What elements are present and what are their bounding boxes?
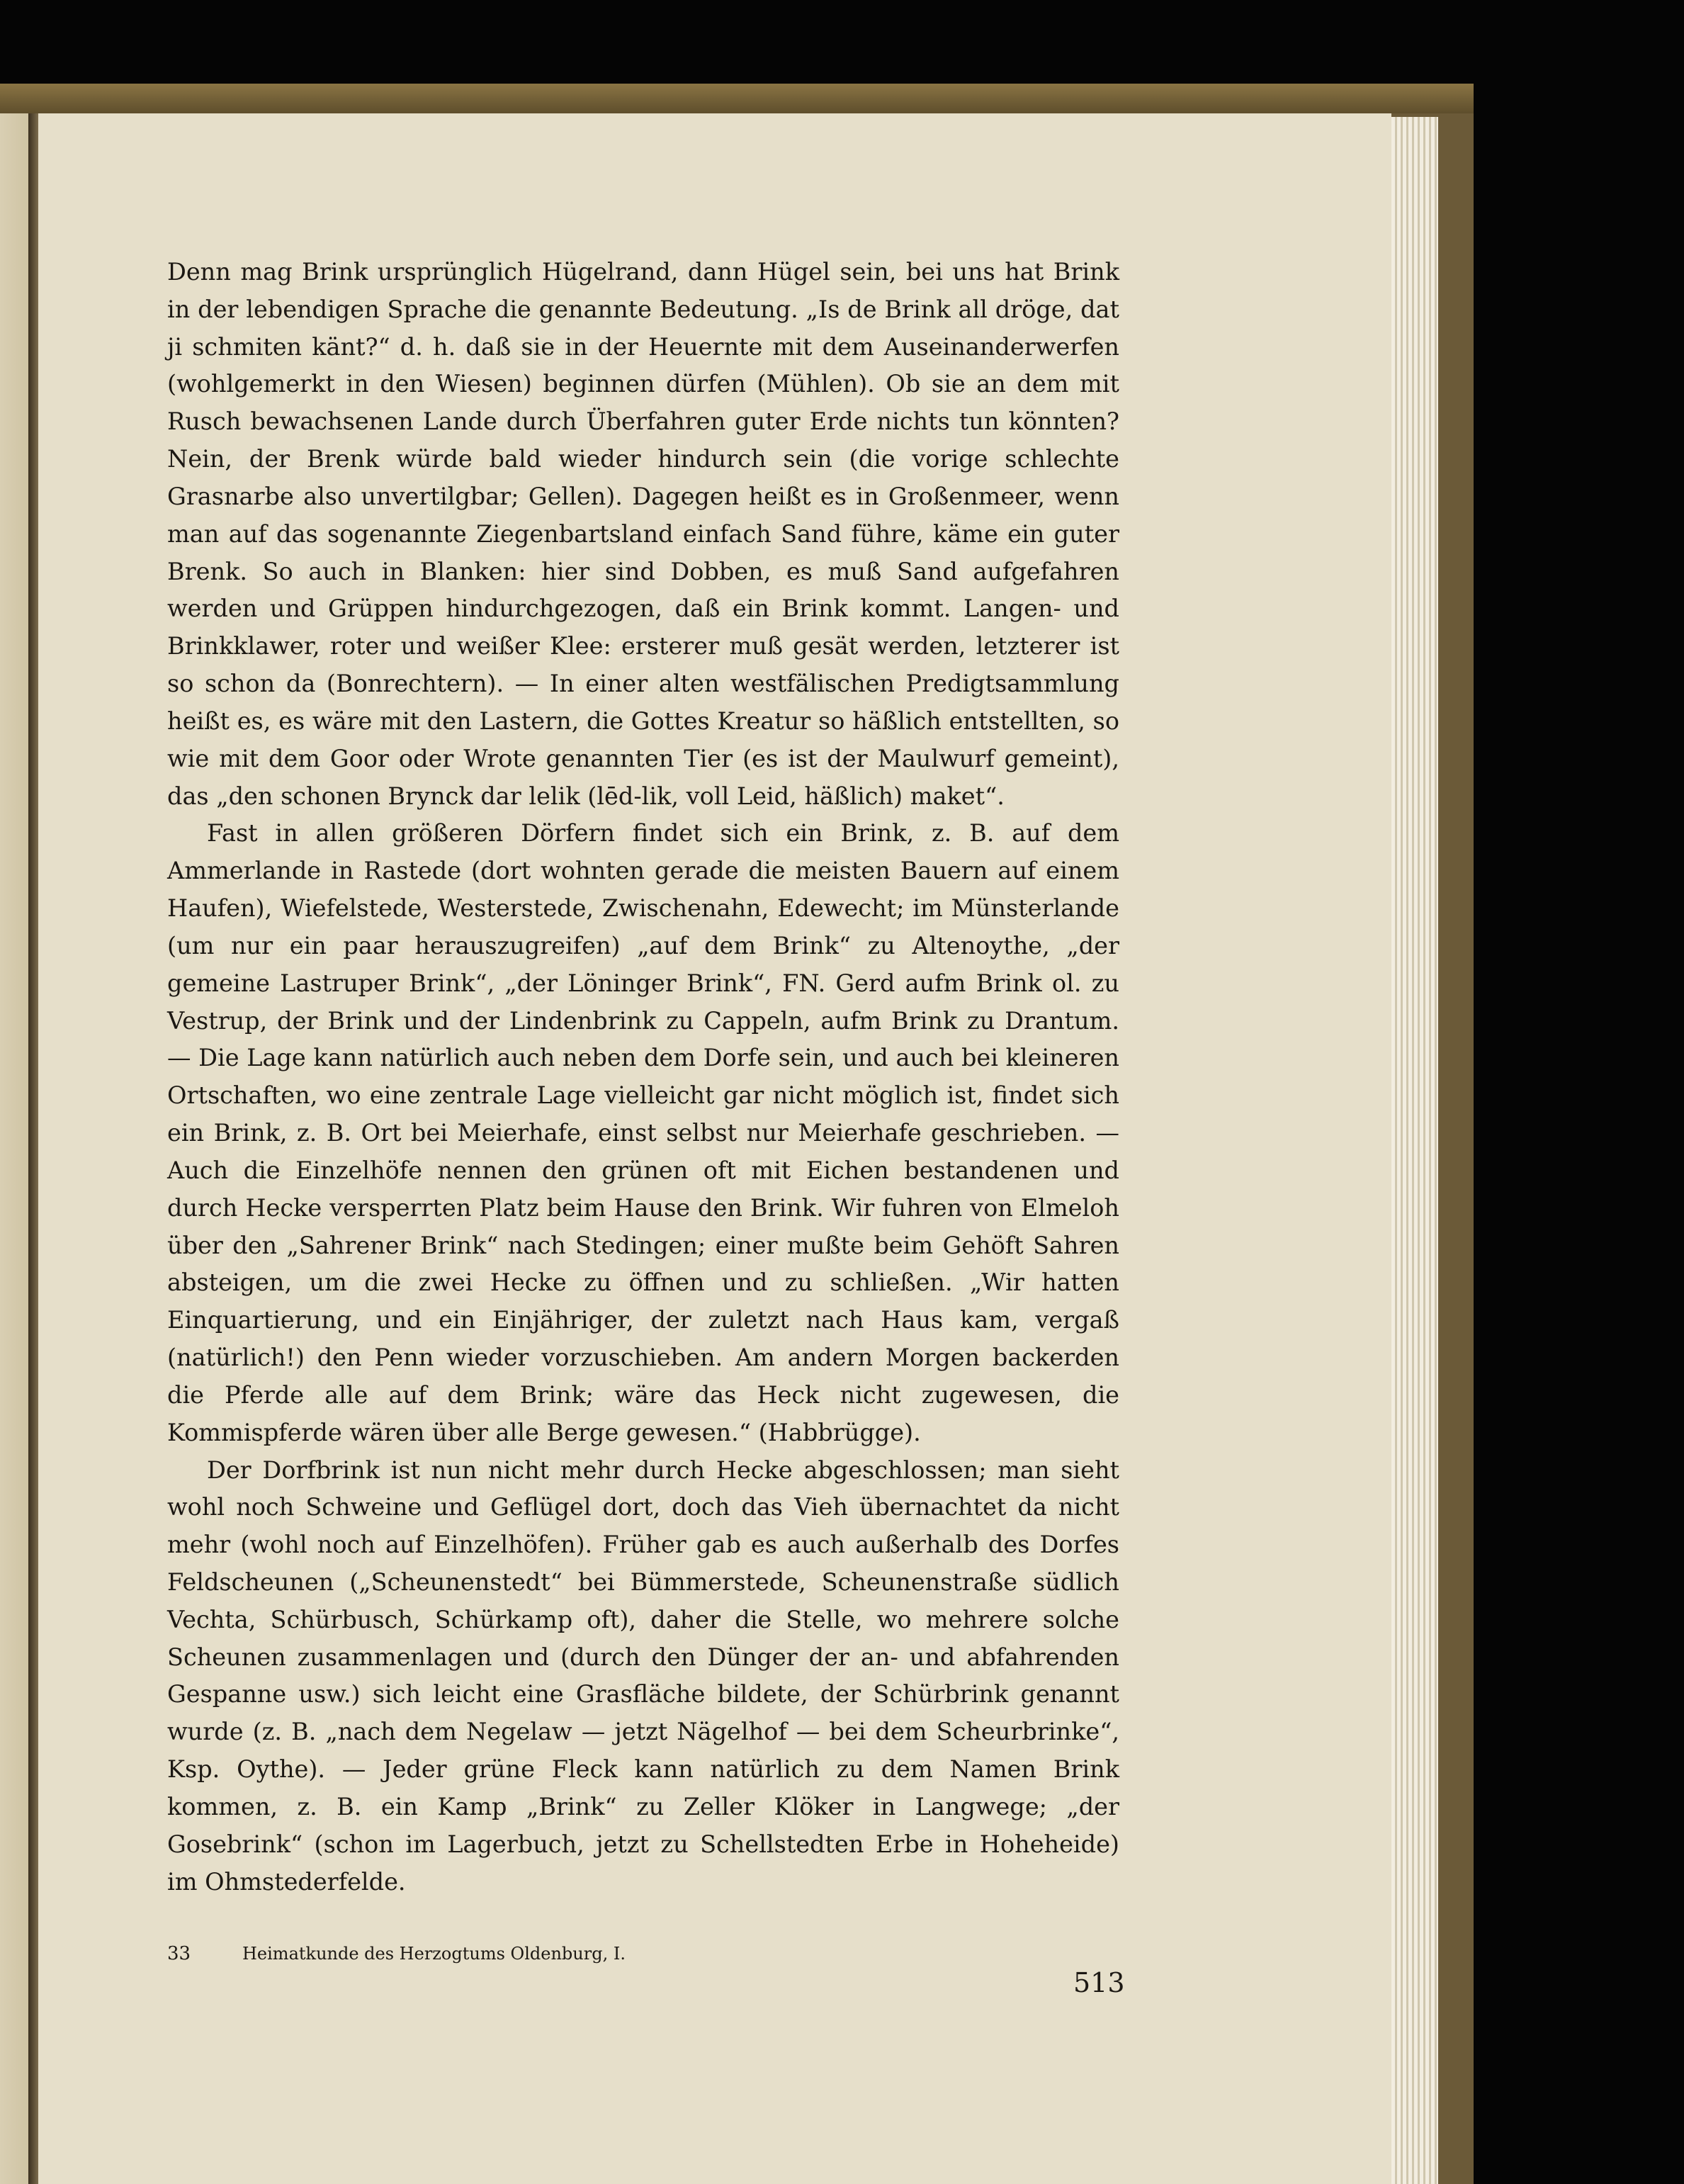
left-page-edge bbox=[0, 113, 28, 2184]
paragraph-3: Der Dorfbrink ist nun nicht mehr durch Hecke abgeschlossen; man sieht wohl noch Schweine und Geflügel dort, doch das Vieh übernachtet da nicht mehr (wohl noch auf Einzelhöfen). Früher gab es auch außerhalb des Dorfes Feldscheunen („Scheunenstedt“ bei Bümmerstede, Scheunenstraße südlich Vechta, Schürbusch, Schürkamp oft), daher die Stelle, wo mehrere solche Scheunen zusammenlagen und (durch den Dünger der an- und abfahrenden Gespanne usw.) sich leicht eine Grasfläche bildete, der Schürbrink genannt wurde (z. B. „nach dem Negelaw — jetzt Nägelhof — bei dem Scheurbrinke“, Ksp. Oythe). — Jeder grüne Fleck kann natürlich zu dem Namen Brink kommen, z. B. ein Kamp „Brink“ zu Zeller Klöker in Langwege; „der Gosebrink“ (schon im Lagerbuch, jetzt zu Schellstedten Erbe in Hoheheide) im Ohmstederfelde. bbox=[167, 1456, 1119, 1896]
book-gutter bbox=[28, 113, 38, 2184]
running-footer-title: Heimatkunde des Herzogtums Oldenburg, I. bbox=[242, 1944, 626, 1964]
page-number: 513 bbox=[1073, 1967, 1125, 1998]
signature-mark: 33 bbox=[167, 1943, 191, 1964]
body-text bbox=[167, 254, 1119, 1901]
cover-edge bbox=[0, 84, 1474, 113]
paragraph-1: Denn mag Brink ursprünglich Hügelrand, dann Hügel sein, bei uns hat Brink in der lebendigen Sprache die genannte Bedeutung. „Is de Brink all dröge, dat ji schmiten känt?“ d. h. daß sie in der Heuernte mit dem Auseinanderwerfen (wohlgemerkt in den Wiesen) beginnen dürfen (Mühlen). Ob sie an dem mit Rusch bewachsenen Lande durch Überfahren guter Erde nichts tun könnten? Nein, der Brenk würde bald wieder hindurch sein (die vorige schlechte Grasnarbe also unvertilgbar; Gellen). Dagegen heißt es in Großenmeer, wenn man auf das sogenannte Ziegenbartsland einfach Sand führe, käme ein guter Brenk. So auch in Blanken: hier sind Dobben, es muß Sand aufgefahren werden und Grüppen hindurchgezogen, daß ein Brink kommt. Langen- und Brinkklawer, roter und weißer Klee: ersterer muß gesät werden, letzterer ist so schon da (Bonrechtern). — In einer alten westfälischen Predigtsammlung heißt es, es wäre mit den Lastern, die Gottes Kreatur so häßlich entstellten, so wie mit dem Goor oder Wrote genannten Tier (es ist der Maulwurf gemeint), das „den schonen Brynck dar lelik (lēd-lik, voll Leid, häßlich) maket“. bbox=[167, 258, 1119, 810]
page-stack-edges bbox=[1391, 117, 1438, 2184]
paragraph-2: Fast in allen größeren Dörfern findet sich ein Brink, z. B. auf dem Ammerlande in Rastede (dort wohnten gerade die meisten Bauern auf einem Haufen), Wiefelstede, Westerstede, Zwischenahn, Edewecht; im Münsterlande (um nur ein paar herauszugreifen) „auf dem Brink“ zu Altenoythe, „der gemeine Lastruper Brink“, „der Löninger Brink“, FN. Gerd aufm Brink ol. zu Vestrup, der Brink und der Lindenbrink zu Cappeln, aufm Brink zu Drantum. — Die Lage kann natürlich auch neben dem Dorfe sein, und auch bei kleineren Ortschaften, wo eine zentrale Lage vielleicht gar nicht möglich ist, findet sich ein Brink, z. B. Ort bei Meierhafe, einst selbst nur Meierhafe geschrieben. — Auch die Einzelhöfe nennen den grünen oft mit Eichen bestandenen und durch Hecke versperrten Platz beim Hause den Brink. Wir fuhren von Elmeloh über den „Sahrener Brink“ nach Stedingen; einer mußte beim Gehöft Sahren absteigen, um die zwei Hecke zu öffnen und zu schließen. „Wir hatten Einquartierung, und ein Einjähriger, der zuletzt nach Haus kam, vergaß (natürlich!) den Penn wieder vorzuschieben. Am andern Morgen backerden die Pferde alle auf dem Brink; wäre das Heck nicht zugewesen, die Kommispferde wären über alle Berge gewesen.“ (Habbrügge). bbox=[167, 819, 1119, 1446]
